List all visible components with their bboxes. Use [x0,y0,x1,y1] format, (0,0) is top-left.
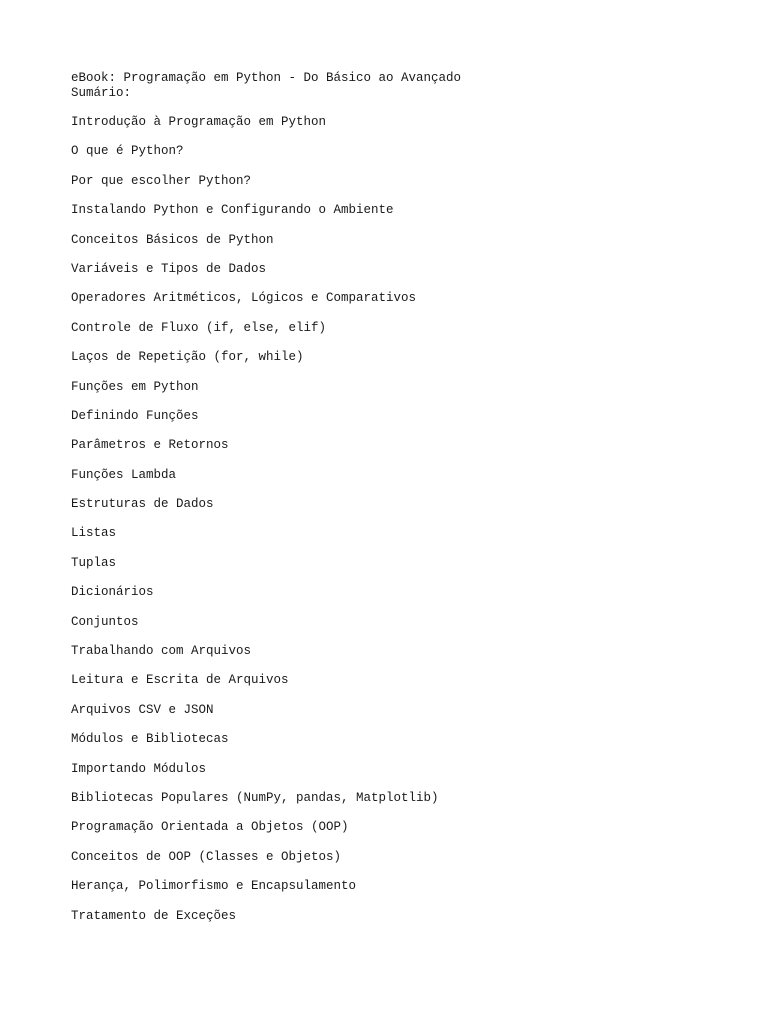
toc-item: Controle de Fluxo (if, else, elif) [71,320,327,335]
toc-item: Funções em Python [71,379,199,394]
toc-item: Importando Módulos [71,761,207,776]
toc-item: Módulos e Bibliotecas [71,732,229,747]
toc-heading: Sumário: [71,86,132,100]
toc-item: Bibliotecas Populares (NumPy, pandas, Matplotlib) [71,790,439,805]
toc-item: Tuplas [71,555,117,570]
toc-item: Listas [71,526,117,541]
toc-item: Programação Orientada a Objetos (OOP) [71,820,349,835]
toc-item: Herança, Polimorfismo e Encapsulamento [71,879,357,894]
document-title: eBook: Programação em Python - Do Básico ao Avançado [71,71,462,85]
toc-item: Definindo Funções [71,408,199,423]
toc-item: Instalando Python e Configurando o Ambiente [71,203,394,218]
toc-item: Parâmetros e Retornos [71,438,229,453]
toc-item: Conceitos de OOP (Classes e Objetos) [71,849,342,864]
toc-item: Introdução à Programação em Python [71,115,327,129]
toc-item: Estruturas de Dados [71,497,214,512]
toc-item: Tratamento de Exceções [71,908,237,923]
toc-item: O que é Python? [71,144,184,159]
table-of-contents [71,115,751,938]
toc-item: Conceitos Básicos de Python [71,232,274,247]
toc-item: Leitura e Escrita de Arquivos [71,673,289,688]
toc-item: Funções Lambda [71,467,177,482]
toc-item: Laços de Repetição (for, while) [71,350,304,365]
toc-item: Variáveis e Tipos de Dados [71,261,267,276]
document-page [71,71,751,938]
toc-item: Dicionários [71,585,154,600]
toc-item: Arquivos CSV e JSON [71,702,214,717]
toc-item: Trabalhando com Arquivos [71,644,252,659]
toc-item: Por que escolher Python? [71,173,252,188]
toc-item: Operadores Aritméticos, Lógicos e Comparativos [71,291,417,306]
toc-item: Conjuntos [71,614,139,629]
